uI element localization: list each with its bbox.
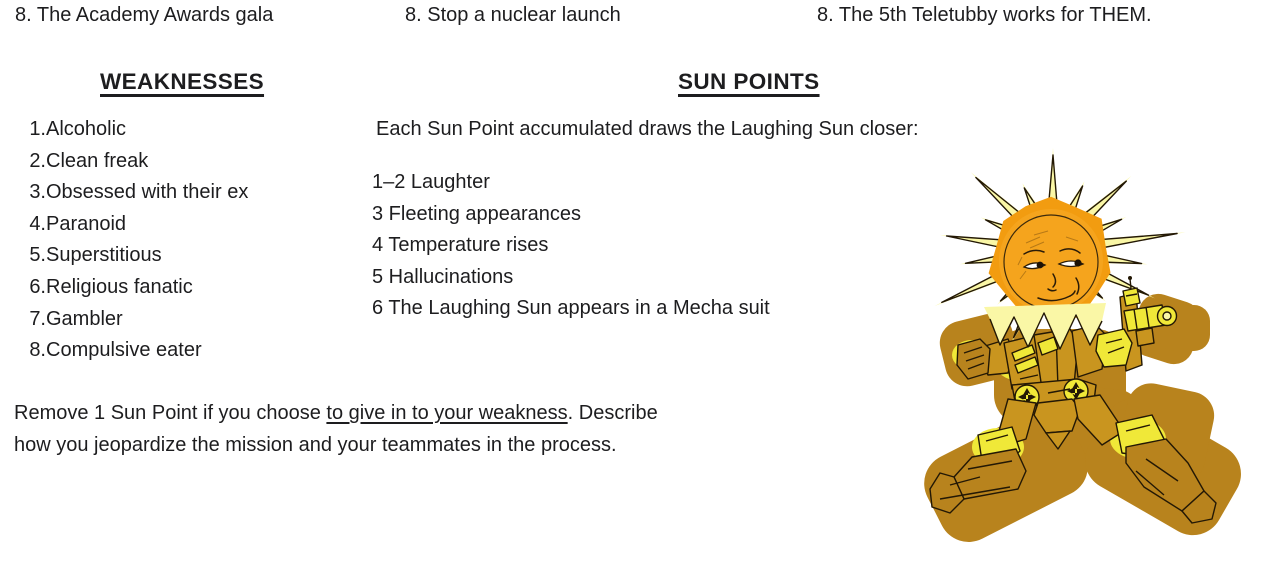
list-item bbox=[14, 304, 248, 336]
rule-text: Remove 1 Sun Point if you choose bbox=[14, 402, 327, 424]
item-label: Obsessed with their ex bbox=[46, 181, 249, 204]
right-fist bbox=[1096, 329, 1132, 367]
mission-list-item-gala: 8. The Academy Awards gala bbox=[15, 4, 274, 26]
robot-head bbox=[1123, 288, 1140, 306]
item-label: Superstitious bbox=[46, 244, 162, 267]
item-number: 8. bbox=[29, 339, 46, 362]
list-item bbox=[14, 272, 248, 304]
laughing-sun-mecha-illustration bbox=[920, 147, 1261, 583]
sun-face bbox=[989, 197, 1111, 320]
weakness-rule-paragraph bbox=[14, 398, 884, 461]
item-label: Paranoid bbox=[46, 212, 127, 235]
sun-points-heading: SUN POINTS bbox=[678, 69, 820, 94]
item-number: 7. bbox=[29, 307, 46, 330]
item-number: 5. bbox=[29, 244, 46, 267]
mission-list-item-teletubby: 8. The 5th Teletubby works for THEM. bbox=[817, 4, 1152, 26]
list-item bbox=[14, 335, 248, 367]
mission-list-item-nuclear: 8. Stop a nuclear launch bbox=[405, 4, 621, 26]
item-label: Gambler bbox=[46, 307, 123, 330]
list-item bbox=[14, 146, 248, 178]
sun-points-intro: Each Sun Point accumulated draws the Laughing Sun closer: bbox=[376, 118, 919, 140]
item-number: 4. bbox=[29, 212, 46, 235]
list-item bbox=[14, 114, 248, 146]
item-number: 3. bbox=[29, 181, 46, 204]
item-label: Alcoholic bbox=[46, 118, 127, 140]
sun-level-item: 3 Fleeting appearances bbox=[372, 202, 582, 225]
item-label: Clean freak bbox=[46, 149, 149, 172]
rule-underlined-phrase: to give in to your weakness bbox=[326, 402, 568, 424]
rule-text-line2: how you jeopardize the mission and your teammates in the process. bbox=[14, 433, 617, 456]
sun-level-item: 4 Temperature rises bbox=[372, 234, 549, 257]
list-item bbox=[14, 209, 248, 241]
rule-text: . Describe bbox=[567, 402, 658, 424]
item-number: 2. bbox=[29, 149, 46, 172]
item-label: Compulsive eater bbox=[46, 339, 202, 362]
list-item bbox=[14, 177, 248, 209]
item-number: 6. bbox=[29, 275, 46, 298]
item-number: 1. bbox=[29, 118, 46, 140]
item-label: Religious fanatic bbox=[46, 275, 193, 298]
sun-points-levels-list bbox=[372, 167, 770, 325]
sun-level-item: 1–2 Laughter bbox=[372, 171, 490, 193]
weaknesses-heading: WEAKNESSES bbox=[100, 69, 265, 94]
sun-level-item: 5 Hallucinations bbox=[372, 265, 514, 288]
list-item bbox=[14, 240, 248, 272]
weaknesses-list bbox=[14, 114, 248, 367]
sun-level-item: 6 The Laughing Sun appears in a Mecha suit bbox=[372, 297, 770, 320]
